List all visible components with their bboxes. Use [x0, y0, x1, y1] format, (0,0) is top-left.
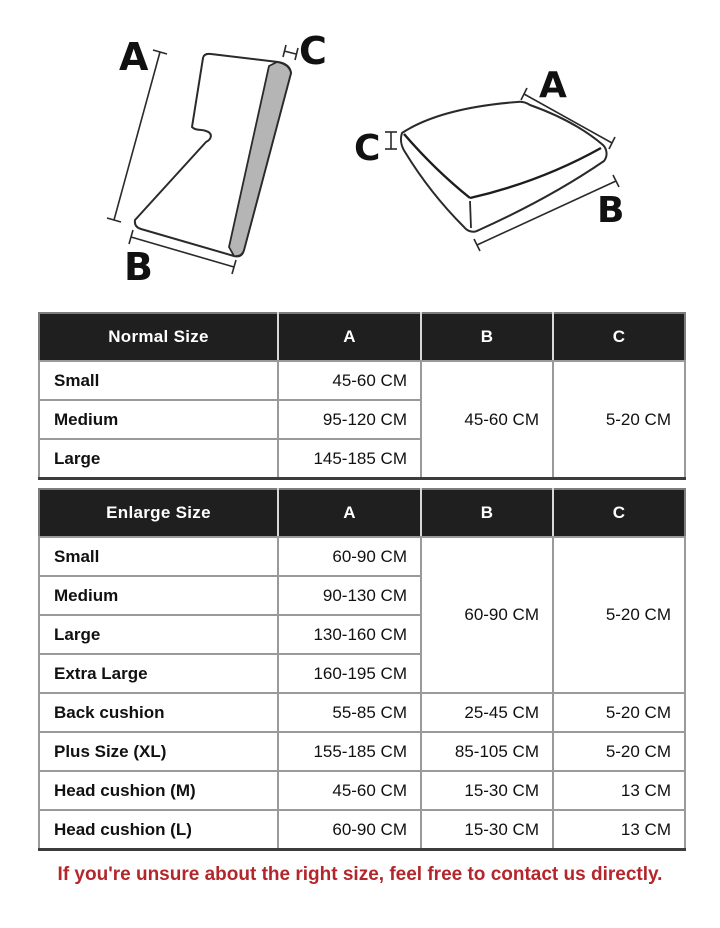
seat-cushion-diagram — [350, 55, 680, 270]
cell-b: 15-30 CM — [421, 771, 553, 810]
col-header-a: A — [278, 313, 421, 361]
cell-a: 55-85 CM — [278, 693, 421, 732]
merged-cell-c: 5-20 CM — [553, 537, 685, 693]
cell-b: 85-105 CM — [421, 732, 553, 771]
cell-a: 45-60 CM — [278, 771, 421, 810]
row-label: Extra Large — [39, 654, 278, 693]
cell-a: 90-130 CM — [278, 576, 421, 615]
merged-cell-b: 60-90 CM — [421, 537, 553, 693]
back-cushion-diagram — [92, 20, 342, 295]
enlarge-size-table — [38, 488, 686, 851]
cell-a: 130-160 CM — [278, 615, 421, 654]
table-row — [39, 537, 685, 576]
row-label: Plus Size (XL) — [39, 732, 278, 771]
table-row — [39, 771, 685, 810]
col-header-c: C — [553, 313, 685, 361]
row-label: Back cushion — [39, 693, 278, 732]
row-label: Large — [39, 439, 278, 479]
cell-c: 13 CM — [553, 810, 685, 850]
col-header-a: A — [278, 489, 421, 537]
cell-b: 25-45 CM — [421, 693, 553, 732]
table-row — [39, 361, 685, 400]
seat-cushion-outline — [401, 102, 607, 232]
contact-note: If you're unsure about the right size, feel free to contact us directly. — [57, 864, 663, 885]
cell-a: 145-185 CM — [278, 439, 421, 479]
seat-dim-label-c: C — [354, 128, 381, 169]
merged-cell-c: 5-20 CM — [553, 361, 685, 479]
cell-a: 45-60 CM — [278, 361, 421, 400]
cell-c: 5-20 CM — [553, 732, 685, 771]
col-header-b: B — [421, 489, 553, 537]
seat-dim-label-a: A — [539, 65, 567, 106]
normal-size-table — [38, 312, 686, 480]
cell-a: 95-120 CM — [278, 400, 421, 439]
seat-dim-label-b: B — [597, 190, 625, 231]
row-label: Head cushion (L) — [39, 810, 278, 850]
row-label: Large — [39, 615, 278, 654]
table-header-row — [39, 313, 685, 361]
dimension-line-c — [385, 132, 397, 149]
cell-a: 155-185 CM — [278, 732, 421, 771]
cell-a: 160-195 CM — [278, 654, 421, 693]
table-title: Normal Size — [39, 313, 278, 361]
row-label: Head cushion (M) — [39, 771, 278, 810]
table-row — [39, 693, 685, 732]
back-dim-label-a: A — [119, 35, 149, 79]
row-label: Medium — [39, 576, 278, 615]
back-dim-label-b: B — [124, 245, 153, 289]
row-label: Small — [39, 361, 278, 400]
col-header-c: C — [553, 489, 685, 537]
cell-b: 15-30 CM — [421, 810, 553, 850]
table-header-row — [39, 489, 685, 537]
seat-cushion-corner-seam — [470, 201, 471, 228]
cell-a: 60-90 CM — [278, 537, 421, 576]
table-title: Enlarge Size — [39, 489, 278, 537]
cell-c: 13 CM — [553, 771, 685, 810]
cell-a: 60-90 CM — [278, 810, 421, 850]
row-label: Small — [39, 537, 278, 576]
col-header-b: B — [421, 313, 553, 361]
dimension-line-c — [283, 45, 298, 60]
back-dim-label-c: C — [299, 29, 327, 73]
table-row — [39, 732, 685, 771]
merged-cell-b: 45-60 CM — [421, 361, 553, 479]
table-row — [39, 810, 685, 850]
cell-c: 5-20 CM — [553, 693, 685, 732]
row-label: Medium — [39, 400, 278, 439]
